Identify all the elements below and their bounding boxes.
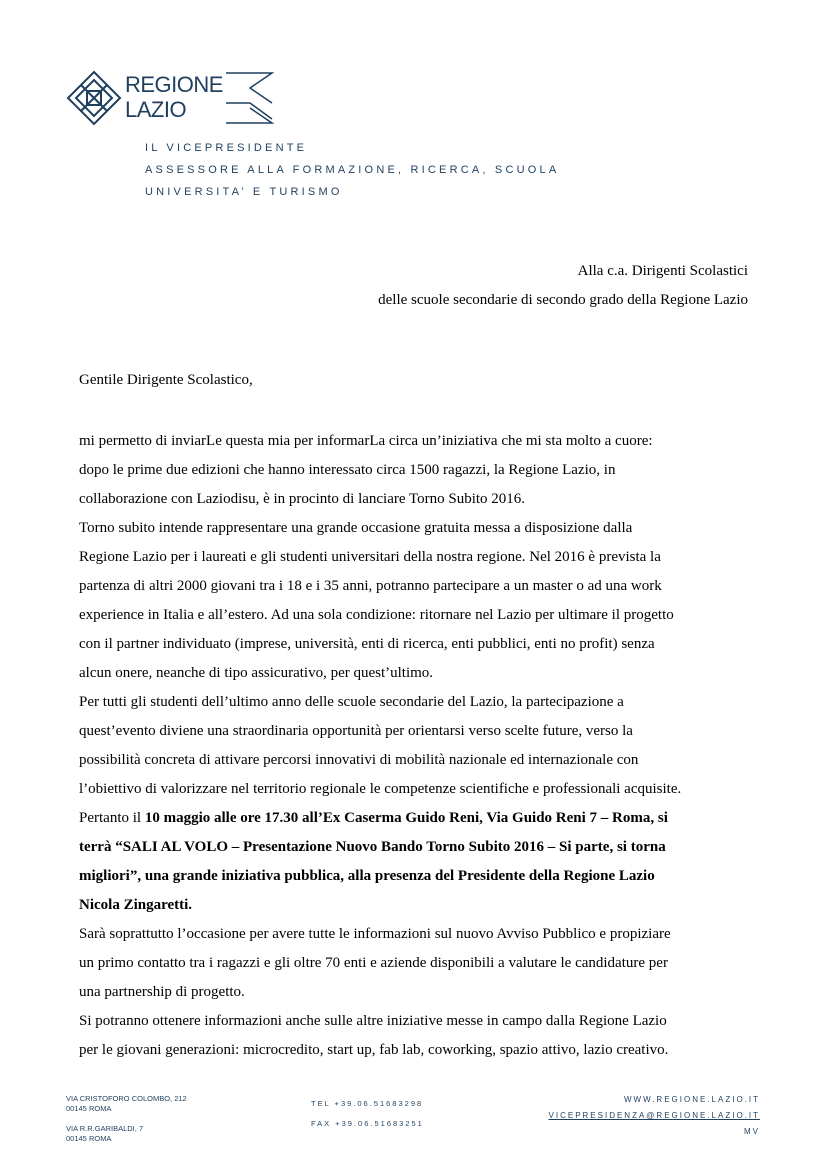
office-heading xyxy=(145,137,559,203)
office-line: IL VICEPRESIDENTE xyxy=(145,142,308,154)
body-line: Per tutti gli studenti dell’ultimo anno delle scuole secondarie del Lazio, la partecipazione a xyxy=(79,694,624,710)
body-line: alcun onere, neanche di tipo assicurativo, per quest’ultimo. xyxy=(79,665,434,681)
logo-line-regione: REGIONE xyxy=(125,72,223,97)
body-line: collaborazione con Laziodisu, è in procinto di lanciare Torno Subito 2016. xyxy=(79,491,526,507)
website-link[interactable]: WWW.REGIONE.LAZIO.IT xyxy=(624,1095,760,1104)
author-initials: MV xyxy=(744,1127,760,1136)
address-line: VIA R.R.GARIBALDI, 7 xyxy=(66,1124,144,1133)
body-line: mi permetto di inviarLe questa mia per informarLa circa un’iniziativa che mi sta molto a cuore: xyxy=(79,433,653,449)
body-line: experience in Italia e all’estero. Ad una sola condizione: ritornare nel Lazio per ultimare il progetto xyxy=(79,607,674,623)
address-block xyxy=(66,1094,187,1114)
event-details: migliori”, una grande iniziativa pubblica, alla presenza del Presidente della Regione Lazio xyxy=(79,868,655,884)
recipient-line: Alla c.a. Dirigenti Scolastici xyxy=(577,263,748,279)
address-line: 00145 ROMA xyxy=(66,1134,112,1143)
recipient-line: delle scuole secondarie di secondo grado della Regione Lazio xyxy=(378,292,748,308)
body-line-event xyxy=(79,804,749,833)
body-line: un primo contatto tra i ragazzi e gli oltre 70 enti e aziende disponibili a valutare le candidature per xyxy=(79,955,668,971)
body-line-event xyxy=(79,862,749,891)
body-line: dopo le prime due edizioni che hanno interessato circa 1500 ragazzi, la Regione Lazio, in xyxy=(79,462,616,478)
body-line: partenza di altri 2000 giovani tra i 18 e i 35 anni, potranno partecipare a un master o ad una work xyxy=(79,578,662,594)
phone-number: TEL +39.06.51683298 xyxy=(311,1099,424,1108)
logo-wordmark xyxy=(125,72,223,122)
letter-body xyxy=(79,427,749,1065)
body-line: quest’evento diviene una straordinaria opportunità per orientarsi verso scelte future, verso la xyxy=(79,723,633,739)
address-block xyxy=(66,1124,187,1144)
body-line: una partnership di progetto. xyxy=(79,984,245,1000)
body-line: Torno subito intende rappresentare una grande occasione gratuita messa a disposizione dalla xyxy=(79,520,633,536)
email-link[interactable]: VICEPRESIDENZA@REGIONE.LAZIO.IT xyxy=(548,1111,760,1120)
event-details: Nicola Zingaretti. xyxy=(79,897,193,913)
address-line: 00145 ROMA xyxy=(66,1104,112,1113)
recipient-block xyxy=(378,257,748,315)
body-text: Pertanto il xyxy=(79,810,145,826)
event-details: 10 maggio alle ore 17.30 all’Ex Caserma Guido Reni, Via Guido Reni 7 – Roma, si xyxy=(144,810,668,826)
office-line: ASSESSORE ALLA FORMAZIONE, RICERCA, SCUOLA xyxy=(145,164,560,176)
body-line: Sarà soprattutto l’occasione per avere tutte le informazioni sul nuovo Avviso Pubblico e propiziare xyxy=(79,926,671,942)
event-details: terrà “SALI AL VOLO – Presentazione Nuovo Bando Torno Subito 2016 – Si parte, si torna xyxy=(79,839,666,855)
body-line: possibilità concreta di attivare percorsi innovativi di mobilità nazionale ed internazionale con xyxy=(79,752,639,768)
fax-number: FAX +39.06.51683251 xyxy=(311,1119,424,1128)
body-line: per le giovani generazioni: microcredito, start up, fab lab, coworking, spazio attivo, lazio creativo. xyxy=(79,1042,669,1058)
body-line: con il partner individuato (imprese, università, enti di ricerca, enti pubblici, enti no profit) senza xyxy=(79,636,655,652)
body-line-event xyxy=(79,891,749,920)
footer-phones xyxy=(311,1094,424,1134)
body-line: Si potranno ottenere informazioni anche sulle altre iniziative messe in campo dalla Regione Lazio xyxy=(79,1013,667,1029)
footer-addresses xyxy=(66,1094,187,1144)
footer-contacts xyxy=(549,1092,760,1140)
body-line: Regione Lazio per i laureati e gli studenti universitari della nostra regione. Nel 2016 è prevista la xyxy=(79,549,661,565)
regione-lazio-logo xyxy=(66,70,278,132)
greeting: Gentile Dirigente Scolastico, xyxy=(79,372,253,388)
logo-line-lazio: LAZIO xyxy=(125,97,187,122)
address-line: VIA CRISTOFORO COLOMBO, 212 xyxy=(66,1094,187,1103)
body-line: l’obiettivo di valorizzare nel territorio regionale le competenze scientifiche e professionali acquisite. xyxy=(79,781,682,797)
office-line: UNIVERSITA’ E TURISMO xyxy=(145,186,343,198)
body-line-event xyxy=(79,833,749,862)
